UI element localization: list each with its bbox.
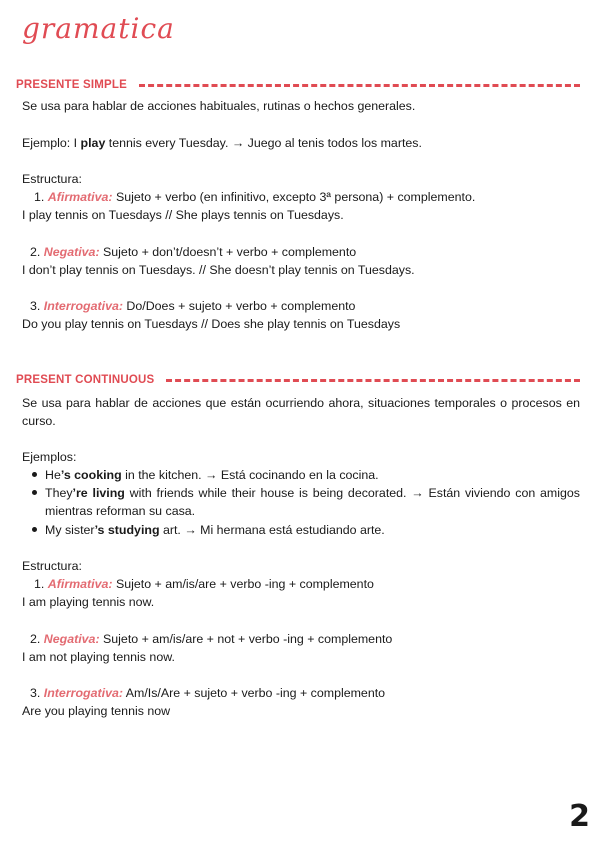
example-rest: with friends while their house is being decorated. → Están viviendo con amigos mientras reforman su casa. [45, 486, 580, 518]
present-continuous-interrogativa-example: Are you playing tennis now [22, 704, 171, 718]
section-heading-label: PRESENTE SIMPLE [16, 79, 127, 91]
section-heading-label: PRESENT CONTINUOUS [16, 374, 155, 386]
example-prefix: Ejemplo: I [22, 136, 81, 150]
page-number: 2 [569, 799, 590, 834]
example-subject: He [45, 468, 61, 482]
present-continuous-ejemplos-label: Ejemplos: [22, 450, 77, 464]
presente-simple-interrogativa-rule [30, 297, 355, 315]
list-item [45, 521, 385, 539]
bullet-dot [32, 490, 37, 495]
negativa-label: Negativa: [43, 245, 100, 259]
list-number: 2. [30, 245, 41, 259]
example-verb: ’re living [72, 486, 125, 500]
bullet-dot [32, 527, 37, 532]
interrogativa-rule-text: Do/Does + sujeto + verbo + complemento [122, 299, 356, 313]
bullet-dot [32, 472, 37, 477]
presente-simple-estructura-label: Estructura: [22, 172, 82, 186]
present-continuous-negativa-rule [30, 630, 392, 648]
list-item [45, 484, 580, 520]
negativa-label: Negativa: [43, 632, 100, 646]
presente-simple-afirmativa-rule [34, 188, 475, 206]
present-continuous-negativa-example: I am not playing tennis now. [22, 650, 175, 664]
presente-simple-interrogativa-example: Do you play tennis on Tuesdays // Does she play tennis on Tuesdays [22, 317, 401, 331]
presente-simple-intro: Se usa para hablar de acciones habituales, rutinas o hechos generales. [22, 99, 416, 113]
afirmativa-rule-text: Sujeto + verbo (en infinitivo, excepto 3ª persona) + complemento. [112, 190, 476, 204]
example-subject: They [45, 486, 73, 500]
negativa-rule-text: Sujeto + am/is/are + not + verbo -ing + complemento [99, 632, 393, 646]
section-heading-presente-simple [16, 77, 580, 93]
present-continuous-afirmativa-rule [34, 575, 374, 593]
presente-simple-example [22, 134, 422, 152]
dashed-divider [139, 84, 580, 87]
afirmativa-rule-text: Sujeto + am/is/are + verbo -ing + complemento [112, 577, 374, 591]
example-rest: in the kitchen. → Está cocinando en la cocina. [121, 468, 379, 482]
presente-simple-afirmativa-example: I play tennis on Tuesdays // She plays tennis on Tuesdays. [22, 208, 344, 222]
present-continuous-afirmativa-example: I am playing tennis now. [22, 595, 155, 609]
list-item [45, 466, 379, 484]
interrogativa-label: Interrogativa: [43, 686, 123, 700]
section-heading-present-continuous [16, 372, 580, 388]
dashed-divider [166, 379, 580, 382]
present-continuous-intro: Se usa para hablar de acciones que están ocurriendo ahora, situaciones temporales o procesos en curso. [22, 396, 580, 428]
interrogativa-rule-text: Am/Is/Are + sujeto + verbo -ing + complemento [122, 686, 386, 700]
afirmativa-label: Afirmativa: [47, 190, 113, 204]
presente-simple-negativa-example: I don’t play tennis on Tuesdays. // She doesn’t play tennis on Tuesdays. [22, 263, 415, 277]
example-suffix: tennis every Tuesday. → Juego al tenis todos los martes. [105, 136, 422, 150]
present-continuous-estructura-label: Estructura: [22, 559, 82, 573]
list-number: 1. [34, 190, 45, 204]
presente-simple-negativa-rule [30, 243, 356, 261]
afirmativa-label: Afirmativa: [47, 577, 113, 591]
example-subject: My sister [45, 523, 95, 537]
example-verb: ’s studying [94, 523, 160, 537]
negativa-rule-text: Sujeto + don’t/doesn’t + verbo + complemento [99, 245, 357, 259]
interrogativa-label: Interrogativa: [43, 299, 123, 313]
page-title: gramatica [22, 12, 175, 45]
example-rest: art. → Mi hermana está estudiando arte. [159, 523, 385, 537]
list-number: 1. [34, 577, 45, 591]
list-number: 3. [30, 299, 41, 313]
example-verb: play [80, 136, 106, 150]
example-verb: ’s cooking [60, 468, 122, 482]
present-continuous-interrogativa-rule [30, 684, 385, 702]
list-number: 2. [30, 632, 41, 646]
list-number: 3. [30, 686, 41, 700]
